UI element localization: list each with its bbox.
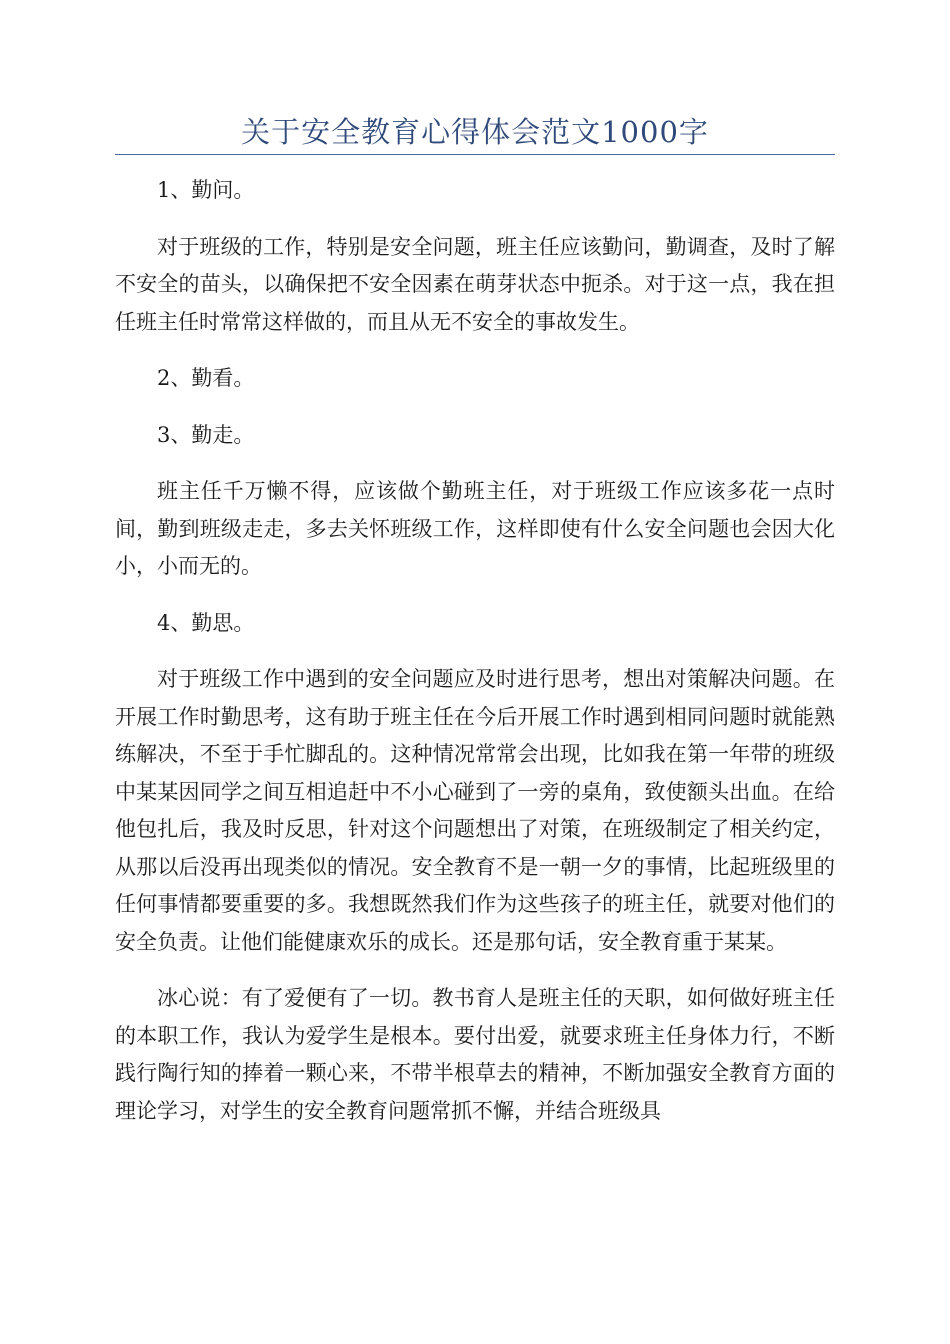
paragraph: 班主任千万懒不得，应该做个勤班主任，对于班级工作应该多花一点时间，勤到班级走走，多去关怀班级工作，这样即使有什么安全问题也会因大化小，小而无的。 (115, 479, 835, 578)
paragraph: 对于班级的工作，特别是安全问题，班主任应该勤问，勤调查，及时了解不安全的苗头，以确保把不安全因素在萌芽状态中扼杀。对于这一点，我在担任班主任时常常这样做的，而且从无不安全的事故发生。 (115, 234, 835, 334)
title-underline (115, 154, 835, 155)
paragraph: 冰心说：有了爱便有了一切。教书育人是班主任的天职，如何做好班主任的本职工作，我认为爱学生是根本。要付出爱，就要求班主任身体力行，不断践行陶行知的捧着一颗心来，不带半根草去的精神，不断加强安全教育方面的理论学习，对学生的安全教育问题常抓不懈，并结合班级具 (115, 986, 835, 1123)
document-body (115, 172, 835, 1149)
document-title: 关于安全教育心得体会范文1000字 (241, 115, 709, 149)
paragraph-heading-ask: 1、勤问。 (157, 178, 255, 202)
paragraph-heading-think: 4、勤思。 (157, 610, 255, 635)
paragraph: 对于班级工作中遇到的安全问题应及时进行思考，想出对策解决问题。在开展工作时勤思考，这有助于班主任在今后开展工作时遇到相同问题时就能熟练解决，不至于手忙脚乱的。这种情况常常会出现，比如我在第一年带的班级中某某因同学之间互相追赶中不小心碰到了一旁的桌角，致使额头出血。在给他包扎后，我及时反思，针对这个问题想出了对策，在班级制定了相关约定，从那以后没再出现类似的情况。安全教育不是一朝一夕的事情，比起班级里的任何事情都要重要的多。我想既然我们作为这些孩子的班主任，就要对他们的安全负责。让他们能健康欢乐的成长。还是那句话，安全教育重于某某。 (115, 667, 835, 954)
paragraph-heading-walk: 3、勤走。 (157, 422, 255, 447)
paragraph-heading-look: 2、勤看。 (157, 366, 255, 390)
